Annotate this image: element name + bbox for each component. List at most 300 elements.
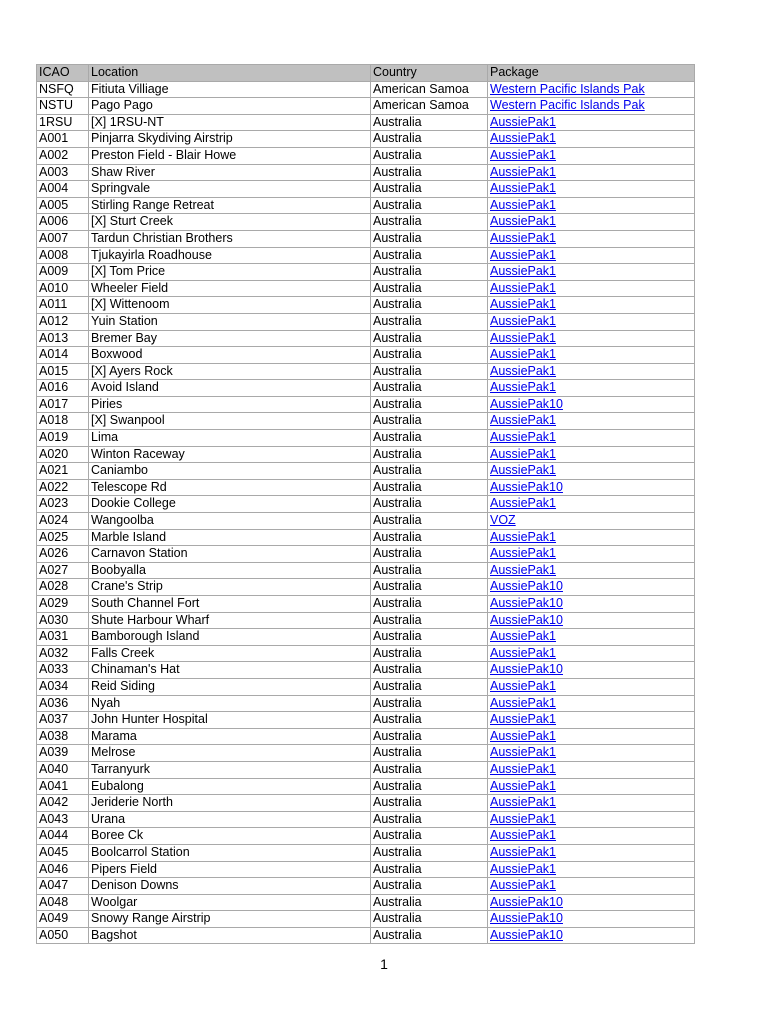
icao-cell: A013 xyxy=(37,330,89,347)
package-cell xyxy=(488,678,695,695)
table-row xyxy=(37,81,695,98)
table-body xyxy=(37,81,695,944)
table-row xyxy=(37,380,695,397)
icao-cell: A046 xyxy=(37,861,89,878)
package-link[interactable]: AussiePak1 xyxy=(490,347,557,362)
icao-cell: NSTU xyxy=(37,98,89,115)
location-cell: Lima xyxy=(89,430,371,447)
package-link[interactable]: AussiePak1 xyxy=(490,761,557,776)
table-row xyxy=(37,446,695,463)
package-link[interactable]: AussiePak1 xyxy=(490,695,557,710)
location-cell: [X] Ayers Rock xyxy=(89,363,371,380)
icao-cell: A014 xyxy=(37,347,89,364)
country-cell: Australia xyxy=(371,828,488,845)
table-row xyxy=(37,413,695,430)
country-cell: Australia xyxy=(371,496,488,513)
package-cell xyxy=(488,181,695,198)
location-cell: Telescope Rd xyxy=(89,479,371,496)
table-row xyxy=(37,313,695,330)
location-cell: Boxwood xyxy=(89,347,371,364)
icao-cell: A001 xyxy=(37,131,89,148)
country-cell: Australia xyxy=(371,479,488,496)
package-link[interactable]: AussiePak1 xyxy=(490,313,557,328)
icao-cell: A017 xyxy=(37,396,89,413)
location-cell: Boobyalla xyxy=(89,562,371,579)
country-cell: Australia xyxy=(371,562,488,579)
package-cell xyxy=(488,214,695,231)
icao-cell: A020 xyxy=(37,446,89,463)
icao-cell: A049 xyxy=(37,911,89,928)
table-row xyxy=(37,496,695,513)
country-cell: Australia xyxy=(371,396,488,413)
package-cell xyxy=(488,927,695,944)
table-row xyxy=(37,745,695,762)
table-row xyxy=(37,678,695,695)
package-link[interactable]: AussiePak10 xyxy=(490,579,563,594)
country-cell: Australia xyxy=(371,894,488,911)
icao-cell: A032 xyxy=(37,645,89,662)
icao-cell: A002 xyxy=(37,147,89,164)
package-cell xyxy=(488,463,695,480)
icao-cell: A044 xyxy=(37,828,89,845)
package-link[interactable]: AussiePak1 xyxy=(490,214,557,229)
location-cell: Wheeler Field xyxy=(89,280,371,297)
icao-cell: A039 xyxy=(37,745,89,762)
table-row xyxy=(37,164,695,181)
country-cell: Australia xyxy=(371,214,488,231)
table-row xyxy=(37,811,695,828)
package-cell xyxy=(488,579,695,596)
location-cell: Crane's Strip xyxy=(89,579,371,596)
location-cell: Marble Island xyxy=(89,529,371,546)
column-header-package: Package xyxy=(488,65,695,82)
package-link[interactable]: AussiePak1 xyxy=(490,230,557,245)
location-cell: Bamborough Island xyxy=(89,629,371,646)
package-cell xyxy=(488,629,695,646)
package-link[interactable]: AussiePak1 xyxy=(490,430,557,445)
package-cell xyxy=(488,546,695,563)
location-cell: Falls Creek xyxy=(89,645,371,662)
package-cell xyxy=(488,911,695,928)
table-row xyxy=(37,513,695,530)
location-cell: [X] 1RSU-NT xyxy=(89,114,371,131)
country-cell: Australia xyxy=(371,927,488,944)
package-link[interactable]: AussiePak1 xyxy=(490,728,557,743)
package-cell xyxy=(488,828,695,845)
package-link[interactable]: Western Pacific Islands Pak xyxy=(490,98,645,113)
country-cell: Australia xyxy=(371,280,488,297)
location-cell: Chinaman's Hat xyxy=(89,662,371,679)
table-row xyxy=(37,214,695,231)
package-cell xyxy=(488,529,695,546)
package-link[interactable]: AussiePak1 xyxy=(490,264,557,279)
location-cell: Boree Ck xyxy=(89,828,371,845)
country-cell: Australia xyxy=(371,645,488,662)
package-link[interactable]: AussiePak1 xyxy=(490,629,557,644)
location-cell: South Channel Fort xyxy=(89,596,371,613)
icao-cell: A018 xyxy=(37,413,89,430)
package-link[interactable]: AussiePak1 xyxy=(490,413,557,428)
table-row xyxy=(37,927,695,944)
table-row xyxy=(37,98,695,115)
location-cell: [X] Swanpool xyxy=(89,413,371,430)
icao-cell: A036 xyxy=(37,695,89,712)
package-cell xyxy=(488,612,695,629)
icao-cell: A027 xyxy=(37,562,89,579)
package-link[interactable]: AussiePak1 xyxy=(490,778,557,793)
table-row xyxy=(37,844,695,861)
table-row xyxy=(37,230,695,247)
package-link[interactable]: AussiePak1 xyxy=(490,828,557,843)
icao-cell: A016 xyxy=(37,380,89,397)
location-cell: Urana xyxy=(89,811,371,828)
location-cell: John Hunter Hospital xyxy=(89,712,371,729)
package-cell xyxy=(488,844,695,861)
icao-cell: A010 xyxy=(37,280,89,297)
package-link[interactable]: AussiePak1 xyxy=(490,712,557,727)
icao-cell: A040 xyxy=(37,761,89,778)
location-cell: Denison Downs xyxy=(89,878,371,895)
table-row xyxy=(37,463,695,480)
icao-cell: A041 xyxy=(37,778,89,795)
package-link[interactable]: AussiePak10 xyxy=(490,927,563,942)
icao-cell: A011 xyxy=(37,297,89,314)
country-cell: Australia xyxy=(371,446,488,463)
country-cell: Australia xyxy=(371,778,488,795)
table-row xyxy=(37,612,695,629)
table-row xyxy=(37,712,695,729)
table-row xyxy=(37,828,695,845)
country-cell: Australia xyxy=(371,297,488,314)
package-link[interactable]: AussiePak1 xyxy=(490,131,557,146)
icao-cell: A008 xyxy=(37,247,89,264)
package-cell xyxy=(488,496,695,513)
table-row xyxy=(37,645,695,662)
page-number: 1 xyxy=(380,956,388,972)
column-header-location: Location xyxy=(89,65,371,82)
package-cell xyxy=(488,247,695,264)
country-cell: Australia xyxy=(371,197,488,214)
location-cell: Pinjarra Skydiving Airstrip xyxy=(89,131,371,148)
location-cell: Pago Pago xyxy=(89,98,371,115)
country-cell: Australia xyxy=(371,678,488,695)
table-row xyxy=(37,579,695,596)
package-link[interactable]: AussiePak10 xyxy=(490,911,563,926)
icao-cell: A005 xyxy=(37,197,89,214)
table-row xyxy=(37,297,695,314)
package-cell xyxy=(488,878,695,895)
icao-cell: A023 xyxy=(37,496,89,513)
package-cell xyxy=(488,562,695,579)
icao-cell: A009 xyxy=(37,264,89,281)
package-cell xyxy=(488,728,695,745)
country-cell: Australia xyxy=(371,264,488,281)
package-cell xyxy=(488,197,695,214)
package-cell xyxy=(488,114,695,131)
icao-cell: A037 xyxy=(37,712,89,729)
icao-cell: A034 xyxy=(37,678,89,695)
country-cell: Australia xyxy=(371,230,488,247)
location-cell: Wangoolba xyxy=(89,513,371,530)
country-cell: American Samoa xyxy=(371,81,488,98)
location-cell: Springvale xyxy=(89,181,371,198)
package-cell xyxy=(488,513,695,530)
package-link[interactable]: AussiePak1 xyxy=(490,546,557,561)
location-cell: Marama xyxy=(89,728,371,745)
package-cell xyxy=(488,861,695,878)
icao-cell: A045 xyxy=(37,844,89,861)
country-cell: Australia xyxy=(371,131,488,148)
location-cell: Tjukayirla Roadhouse xyxy=(89,247,371,264)
table-row xyxy=(37,894,695,911)
table-row xyxy=(37,363,695,380)
icao-cell: A007 xyxy=(37,230,89,247)
icao-cell: A024 xyxy=(37,513,89,530)
table-row xyxy=(37,778,695,795)
icao-cell: A003 xyxy=(37,164,89,181)
package-link[interactable]: AussiePak1 xyxy=(490,678,557,693)
country-cell: Australia xyxy=(371,662,488,679)
location-cell: Caniambo xyxy=(89,463,371,480)
table-row xyxy=(37,330,695,347)
icao-cell: 1RSU xyxy=(37,114,89,131)
country-cell: Australia xyxy=(371,347,488,364)
package-link[interactable]: AussiePak1 xyxy=(490,496,557,511)
table-row xyxy=(37,529,695,546)
package-cell xyxy=(488,712,695,729)
package-link[interactable]: AussiePak1 xyxy=(490,380,557,395)
package-link[interactable]: AussiePak1 xyxy=(490,861,557,876)
column-header-country: Country xyxy=(371,65,488,82)
country-cell: Australia xyxy=(371,861,488,878)
table-row xyxy=(37,629,695,646)
table-row xyxy=(37,546,695,563)
table-row xyxy=(37,662,695,679)
location-cell: Tardun Christian Brothers xyxy=(89,230,371,247)
airport-table xyxy=(36,64,695,944)
country-cell: Australia xyxy=(371,114,488,131)
icao-cell: A025 xyxy=(37,529,89,546)
icao-cell: A021 xyxy=(37,463,89,480)
package-link[interactable]: AussiePak1 xyxy=(490,529,557,544)
country-cell: Australia xyxy=(371,629,488,646)
location-cell: Avoid Island xyxy=(89,380,371,397)
icao-cell: A048 xyxy=(37,894,89,911)
package-link[interactable]: AussiePak10 xyxy=(490,479,563,494)
icao-cell: A047 xyxy=(37,878,89,895)
country-cell: Australia xyxy=(371,513,488,530)
package-link[interactable]: AussiePak1 xyxy=(490,446,557,461)
country-cell: Australia xyxy=(371,147,488,164)
location-cell: [X] Tom Price xyxy=(89,264,371,281)
table-row xyxy=(37,695,695,712)
package-cell xyxy=(488,297,695,314)
location-cell: Reid Siding xyxy=(89,678,371,695)
package-link[interactable]: AussiePak1 xyxy=(490,645,557,660)
location-cell: Pipers Field xyxy=(89,861,371,878)
package-cell xyxy=(488,761,695,778)
location-cell: Bagshot xyxy=(89,927,371,944)
package-link[interactable]: AussiePak1 xyxy=(490,164,557,179)
package-link[interactable]: AussiePak1 xyxy=(490,280,557,295)
country-cell: Australia xyxy=(371,181,488,198)
location-cell: Snowy Range Airstrip xyxy=(89,911,371,928)
table-row xyxy=(37,131,695,148)
country-cell: Australia xyxy=(371,413,488,430)
icao-cell: A030 xyxy=(37,612,89,629)
country-cell: Australia xyxy=(371,546,488,563)
location-cell: [X] Sturt Creek xyxy=(89,214,371,231)
package-link[interactable]: AussiePak10 xyxy=(490,396,563,411)
icao-cell: A050 xyxy=(37,927,89,944)
country-cell: Australia xyxy=(371,596,488,613)
country-cell: Australia xyxy=(371,878,488,895)
icao-cell: A029 xyxy=(37,596,89,613)
package-link[interactable]: AussiePak10 xyxy=(490,596,563,610)
country-cell: Australia xyxy=(371,579,488,596)
package-link[interactable]: AussiePak1 xyxy=(490,147,557,162)
location-cell: Fitiuta Villiage xyxy=(89,81,371,98)
table-row xyxy=(37,911,695,928)
table-row xyxy=(37,861,695,878)
package-cell xyxy=(488,98,695,115)
package-cell xyxy=(488,280,695,297)
package-cell xyxy=(488,81,695,98)
package-link[interactable]: AussiePak1 xyxy=(490,114,557,129)
package-cell xyxy=(488,147,695,164)
package-link[interactable]: AussiePak10 xyxy=(490,662,563,677)
package-cell xyxy=(488,695,695,712)
country-cell: Australia xyxy=(371,164,488,181)
location-cell: Woolgar xyxy=(89,894,371,911)
icao-cell: A004 xyxy=(37,181,89,198)
package-cell xyxy=(488,811,695,828)
country-cell: Australia xyxy=(371,612,488,629)
package-cell xyxy=(488,313,695,330)
package-cell xyxy=(488,131,695,148)
country-cell: Australia xyxy=(371,695,488,712)
table-row xyxy=(37,114,695,131)
country-cell: Australia xyxy=(371,529,488,546)
column-header-icao: ICAO xyxy=(37,65,89,82)
package-cell xyxy=(488,413,695,430)
table-row xyxy=(37,247,695,264)
table-row xyxy=(37,147,695,164)
country-cell: Australia xyxy=(371,247,488,264)
icao-cell: A038 xyxy=(37,728,89,745)
location-cell: Shute Harbour Wharf xyxy=(89,612,371,629)
package-cell xyxy=(488,164,695,181)
icao-cell: A022 xyxy=(37,479,89,496)
table-row xyxy=(37,280,695,297)
location-cell: Yuin Station xyxy=(89,313,371,330)
package-link[interactable]: VOZ xyxy=(490,513,516,528)
table-row xyxy=(37,728,695,745)
location-cell: Dookie College xyxy=(89,496,371,513)
table-row xyxy=(37,479,695,496)
location-cell: Tarranyurk xyxy=(89,761,371,778)
table-row xyxy=(37,562,695,579)
country-cell: Australia xyxy=(371,844,488,861)
package-link[interactable]: AussiePak1 xyxy=(490,878,557,893)
location-cell: Carnavon Station xyxy=(89,546,371,563)
icao-cell: A033 xyxy=(37,662,89,679)
location-cell: Preston Field - Blair Howe xyxy=(89,147,371,164)
table-header-row xyxy=(37,65,695,82)
table-row xyxy=(37,878,695,895)
table-row xyxy=(37,596,695,613)
country-cell: Australia xyxy=(371,430,488,447)
package-cell xyxy=(488,596,695,613)
location-cell: Nyah xyxy=(89,695,371,712)
package-link[interactable]: AussiePak1 xyxy=(490,463,557,478)
package-link[interactable]: Western Pacific Islands Pak xyxy=(490,81,645,96)
location-cell: Shaw River xyxy=(89,164,371,181)
location-cell: Winton Raceway xyxy=(89,446,371,463)
package-cell xyxy=(488,347,695,364)
package-link[interactable]: AussiePak10 xyxy=(490,612,563,627)
package-cell xyxy=(488,430,695,447)
icao-cell: A015 xyxy=(37,363,89,380)
package-link[interactable]: AussiePak1 xyxy=(490,247,557,262)
package-link[interactable]: AussiePak1 xyxy=(490,844,557,859)
table-row xyxy=(37,181,695,198)
icao-cell: A028 xyxy=(37,579,89,596)
table-row xyxy=(37,795,695,812)
location-cell: Eubalong xyxy=(89,778,371,795)
location-cell: Bremer Bay xyxy=(89,330,371,347)
package-link[interactable]: AussiePak1 xyxy=(490,795,557,810)
table-row xyxy=(37,430,695,447)
package-cell xyxy=(488,363,695,380)
icao-cell: A026 xyxy=(37,546,89,563)
country-cell: American Samoa xyxy=(371,98,488,115)
country-cell: Australia xyxy=(371,380,488,397)
package-link[interactable]: AussiePak1 xyxy=(490,330,557,345)
package-link[interactable]: AussiePak1 xyxy=(490,181,557,196)
icao-cell: A012 xyxy=(37,313,89,330)
country-cell: Australia xyxy=(371,712,488,729)
package-link[interactable]: AussiePak10 xyxy=(490,894,563,909)
table-row xyxy=(37,347,695,364)
package-cell xyxy=(488,396,695,413)
package-link[interactable]: AussiePak1 xyxy=(490,297,557,312)
package-cell xyxy=(488,264,695,281)
country-cell: Australia xyxy=(371,795,488,812)
package-link[interactable]: AussiePak1 xyxy=(490,562,557,577)
country-cell: Australia xyxy=(371,463,488,480)
country-cell: Australia xyxy=(371,761,488,778)
table-row xyxy=(37,396,695,413)
package-cell xyxy=(488,330,695,347)
location-cell: [X] Wittenoom xyxy=(89,297,371,314)
package-cell xyxy=(488,230,695,247)
package-cell xyxy=(488,745,695,762)
package-link[interactable]: AussiePak1 xyxy=(490,745,557,760)
package-link[interactable]: AussiePak1 xyxy=(490,811,557,826)
package-cell xyxy=(488,795,695,812)
package-cell xyxy=(488,778,695,795)
package-cell xyxy=(488,894,695,911)
package-link[interactable]: AussiePak1 xyxy=(490,197,557,212)
package-link[interactable]: AussiePak1 xyxy=(490,363,557,378)
country-cell: Australia xyxy=(371,728,488,745)
country-cell: Australia xyxy=(371,745,488,762)
location-cell: Jeriderie North xyxy=(89,795,371,812)
country-cell: Australia xyxy=(371,330,488,347)
table-row xyxy=(37,197,695,214)
icao-cell: A043 xyxy=(37,811,89,828)
